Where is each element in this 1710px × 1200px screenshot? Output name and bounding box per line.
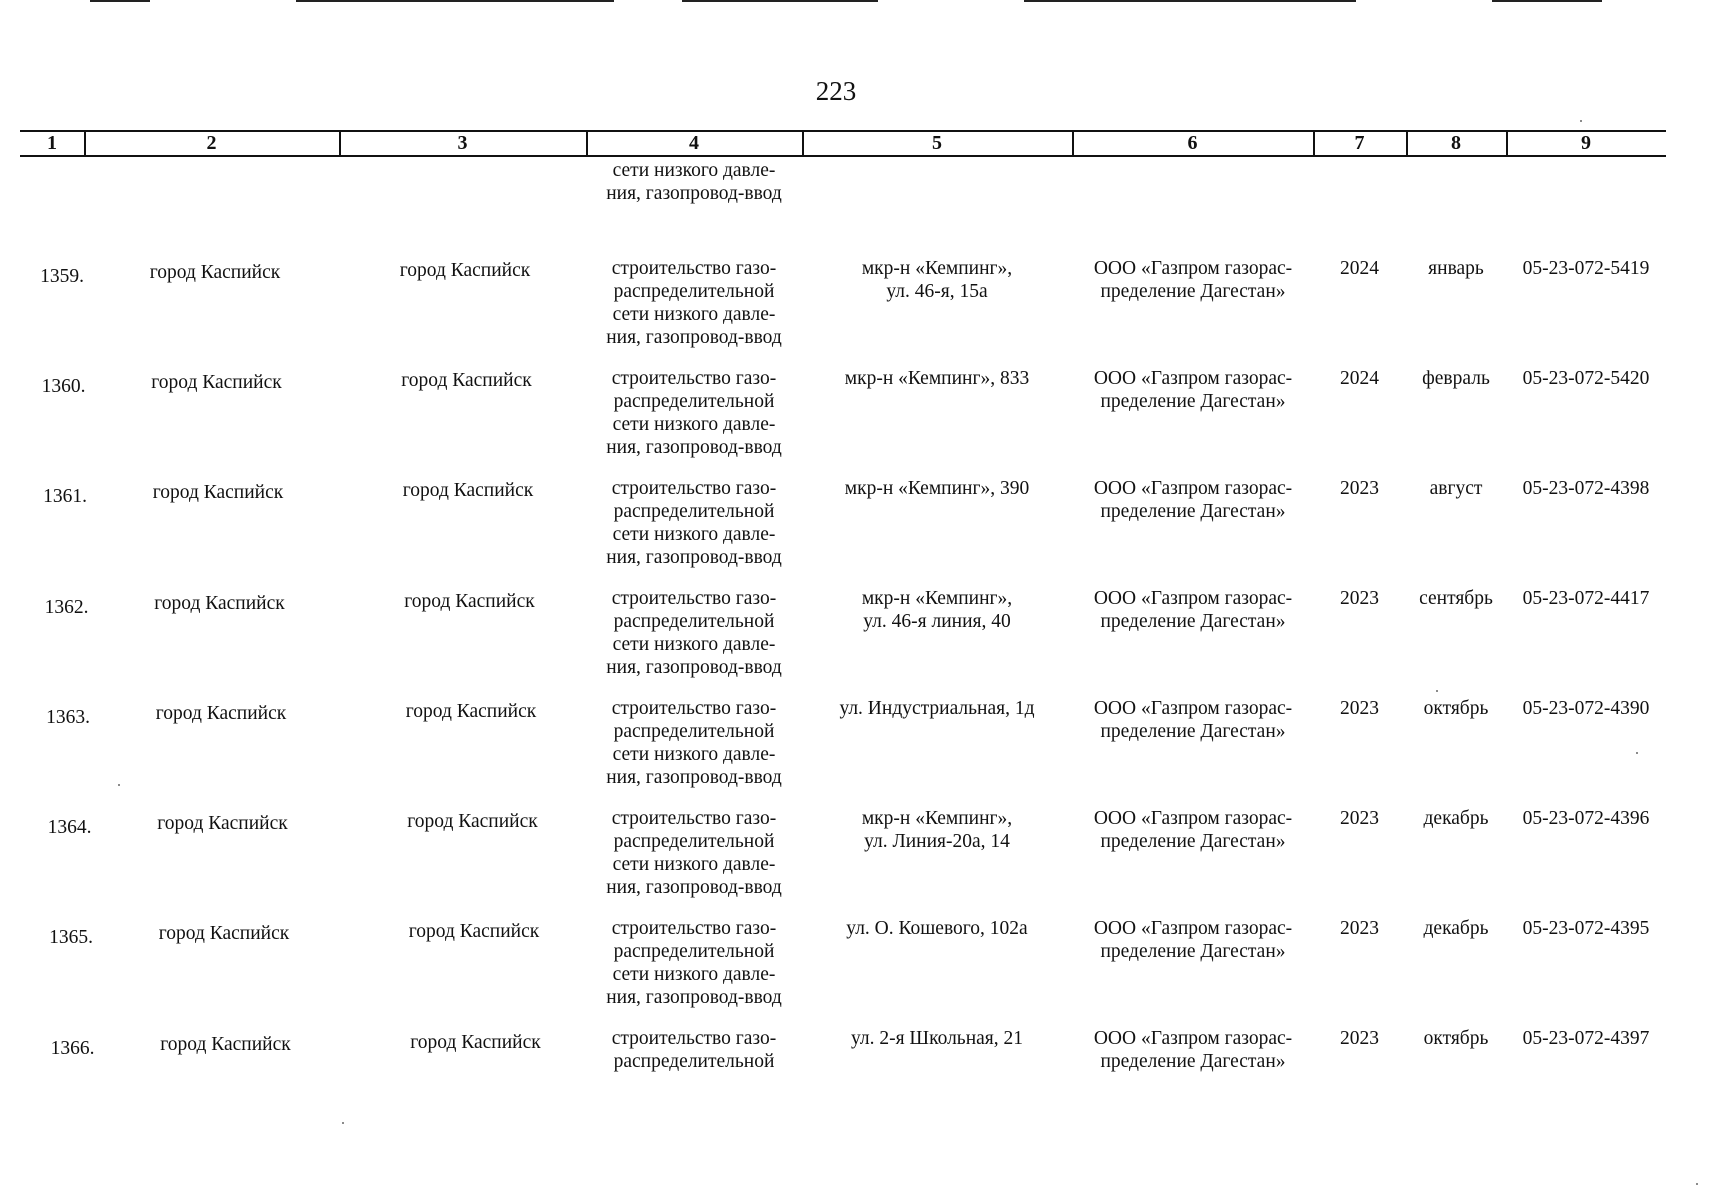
column-8-header: 8 <box>1451 132 1461 154</box>
work-type-cell <box>586 697 802 789</box>
column-4-header: 4 <box>689 132 699 154</box>
year-cell: 2024 <box>1340 258 1379 279</box>
organization-cell <box>1076 477 1310 523</box>
district-cell: город Каспийск <box>155 703 287 724</box>
work-type-line: ния, газопровод-ввод <box>606 327 782 348</box>
work-type-line: строительство газо- <box>611 698 777 719</box>
organization-line: ООО «Газпром газорас- <box>1093 918 1293 939</box>
code-cell: 05-23-072-4390 <box>1522 698 1650 719</box>
scan-speck <box>1580 120 1582 122</box>
locality-cell: город Каспийск <box>408 921 540 942</box>
organization-line: пределение Дагестан» <box>1100 831 1286 852</box>
work-type-line: ния, газопровод-ввод <box>606 547 782 568</box>
address-line: мкр-н «Кемпинг», 390 <box>844 478 1030 499</box>
work-type-line: ния, газопровод-ввод <box>606 767 782 788</box>
work-type-line: строительство газо- <box>611 918 777 939</box>
row-number-cell: 1366. <box>50 1038 95 1059</box>
top-edge-rule <box>90 0 150 2</box>
work-type-cell <box>586 917 802 1009</box>
address-cell <box>806 1027 1068 1050</box>
code-cell: 05-23-072-5419 <box>1522 258 1650 279</box>
code-cell: 05-23-072-4417 <box>1522 588 1650 609</box>
top-edge-rule <box>1024 0 1356 2</box>
row-number-cell: 1364. <box>47 817 92 838</box>
organization-line: пределение Дагестан» <box>1100 1051 1286 1072</box>
organization-line: пределение Дагестан» <box>1100 391 1286 412</box>
year-cell: 2023 <box>1340 918 1379 939</box>
row-number-cell: 1362. <box>44 597 89 618</box>
work-type-line: сети низкого давле- <box>612 304 776 325</box>
work-type-line: строительство газо- <box>611 1028 777 1049</box>
column-6-header: 6 <box>1187 132 1198 154</box>
work-type-line: сети низкого давле- <box>612 414 776 435</box>
address-line: мкр-н «Кемпинг», <box>861 258 1013 279</box>
year-cell: 2023 <box>1340 478 1379 499</box>
work-type-line: строительство газо- <box>611 258 777 279</box>
address-cell <box>806 477 1068 500</box>
organization-line: ООО «Газпром газорас- <box>1093 258 1293 279</box>
organization-line: пределение Дагестан» <box>1100 611 1286 632</box>
organization-line: ООО «Газпром газорас- <box>1093 808 1293 829</box>
top-edge-rule <box>1492 0 1602 2</box>
row-number-cell: 1365. <box>49 927 93 948</box>
work-type-line: строительство газо- <box>611 808 777 829</box>
page-number: 223 <box>815 76 857 106</box>
scan-speck <box>1696 1183 1698 1185</box>
work-type-line: распределительной <box>613 501 775 522</box>
top-edge-rule <box>682 0 878 2</box>
row-number-cell: 1360. <box>41 376 86 397</box>
work-type-cell <box>586 1027 802 1073</box>
work-type-line: сети низкого давле- <box>612 854 776 875</box>
column-7-header: 7 <box>1354 132 1365 154</box>
month-cell: октябрь <box>1423 698 1489 719</box>
code-cell: 05-23-072-4395 <box>1522 918 1650 939</box>
address-cell <box>806 917 1068 940</box>
locality-cell: город Каспийск <box>405 701 537 722</box>
work-type-line: распределительной <box>613 281 775 302</box>
column-3-header: 3 <box>457 132 468 154</box>
work-type-line: строительство газо- <box>611 588 777 609</box>
work-type-line: ния, газопровод-ввод <box>606 987 782 1008</box>
district-cell: город Каспийск <box>158 923 290 944</box>
work-type-line: ния, газопровод-ввод <box>606 437 782 458</box>
organization-cell <box>1076 807 1310 853</box>
work-type-line: распределительной <box>613 391 775 412</box>
code-cell: 05-23-072-4396 <box>1522 808 1650 829</box>
work-type-line: сети низкого давле- <box>612 634 776 655</box>
organization-line: ООО «Газпром газорас- <box>1093 588 1293 609</box>
month-cell: январь <box>1428 258 1484 279</box>
column-9-header: 9 <box>1581 132 1591 154</box>
month-cell: октябрь <box>1423 1028 1489 1049</box>
district-cell: город Каспийск <box>160 1034 291 1055</box>
top-edge-rule <box>296 0 614 2</box>
address-cell <box>806 257 1068 303</box>
address-line: ул. 2-я Школьная, 21 <box>850 1028 1024 1049</box>
work-type-line: сети низкого давле- <box>612 744 776 765</box>
locality-cell: город Каспийск <box>410 1032 541 1053</box>
column-1-header: 1 <box>47 132 57 154</box>
code-cell: 05-23-072-4398 <box>1522 478 1650 499</box>
year-cell: 2023 <box>1340 698 1379 719</box>
district-cell: город Каспийск <box>149 262 281 283</box>
address-line: мкр-н «Кемпинг», <box>861 588 1013 609</box>
row-number-cell: 1363. <box>46 707 90 728</box>
row-number-cell: 1359. <box>40 266 84 287</box>
year-cell: 2023 <box>1340 588 1379 609</box>
address-line: ул. Линия-20а, 14 <box>864 831 1010 852</box>
work-type-line: ния, газопровод-ввод <box>606 657 782 678</box>
organization-line: ООО «Газпром газорас- <box>1093 478 1293 499</box>
scan-speck <box>1636 752 1638 754</box>
organization-line: пределение Дагестан» <box>1100 941 1286 962</box>
work-type-cell <box>586 367 802 459</box>
address-cell <box>806 587 1068 633</box>
address-line: ул. О. Кошевого, 102а <box>846 918 1028 939</box>
district-cell: город Каспийск <box>151 372 282 393</box>
continuation-line: ния, газопровод-ввод <box>606 183 782 204</box>
code-cell: 05-23-072-4397 <box>1522 1028 1650 1049</box>
work-type-line: распределительной <box>613 721 775 742</box>
organization-line: пределение Дагестан» <box>1100 501 1286 522</box>
scan-speck <box>118 784 120 786</box>
address-line: ул. 46-я линия, 40 <box>863 611 1011 632</box>
address-cell <box>806 367 1068 390</box>
organization-cell <box>1076 587 1310 633</box>
work-type-line: распределительной <box>613 831 775 852</box>
year-cell: 2023 <box>1340 808 1379 829</box>
column-2-header: 2 <box>206 132 217 154</box>
organization-cell <box>1076 1027 1310 1073</box>
organization-line: ООО «Газпром газорас- <box>1093 1028 1293 1049</box>
work-type-line: строительство газо- <box>611 478 777 499</box>
district-cell: город Каспийск <box>152 482 284 503</box>
address-line: ул. 46-я, 15а <box>886 281 988 302</box>
column-5-header: 5 <box>932 132 942 154</box>
code-cell: 05-23-072-5420 <box>1522 368 1650 389</box>
locality-cell: город Каспийск <box>401 370 532 391</box>
work-type-line: распределительной <box>613 941 775 962</box>
organization-cell <box>1076 917 1310 963</box>
year-cell: 2024 <box>1340 368 1379 389</box>
address-line: мкр-н «Кемпинг», <box>861 808 1013 829</box>
work-type-cell <box>586 257 802 349</box>
locality-cell: город Каспийск <box>399 260 531 281</box>
scan-speck <box>1436 690 1438 692</box>
work-type-cell <box>586 807 802 899</box>
continuation-line: сети низкого давле- <box>612 160 776 181</box>
organization-cell <box>1076 257 1310 303</box>
row-number-cell: 1361. <box>43 486 87 507</box>
work-type-line: строительство газо- <box>611 368 777 389</box>
organization-line: пределение Дагестан» <box>1100 721 1286 742</box>
work-type-line: распределительной <box>613 611 775 632</box>
work-type-line: распределительной <box>613 1051 775 1072</box>
month-cell: декабрь <box>1423 808 1489 829</box>
month-cell: декабрь <box>1423 918 1489 939</box>
address-line: мкр-н «Кемпинг», 833 <box>844 368 1030 389</box>
month-cell: сентябрь <box>1419 588 1493 609</box>
year-cell: 2023 <box>1340 1028 1379 1049</box>
work-type-line: сети низкого давле- <box>612 524 776 545</box>
work-type-line: ния, газопровод-ввод <box>606 877 782 898</box>
address-line: ул. Индустриальная, 1д <box>839 698 1035 719</box>
organization-cell <box>1076 367 1310 413</box>
scan-speck <box>342 1122 344 1124</box>
work-type-line: сети низкого давле- <box>612 964 776 985</box>
address-cell <box>806 697 1068 720</box>
district-cell: город Каспийск <box>157 813 288 834</box>
work-type-cell <box>586 587 802 679</box>
continuation-cell <box>586 159 802 205</box>
month-cell: февраль <box>1422 368 1490 389</box>
work-type-cell <box>586 477 802 569</box>
locality-cell: город Каспийск <box>402 480 534 501</box>
address-cell <box>806 807 1068 853</box>
district-cell: город Каспийск <box>154 593 285 614</box>
organization-cell <box>1076 697 1310 743</box>
locality-cell: город Каспийск <box>404 591 535 612</box>
organization-line: ООО «Газпром газорас- <box>1093 368 1293 389</box>
month-cell: август <box>1429 478 1483 499</box>
locality-cell: город Каспийск <box>407 811 538 832</box>
organization-line: пределение Дагестан» <box>1100 281 1286 302</box>
organization-line: ООО «Газпром газорас- <box>1093 698 1293 719</box>
